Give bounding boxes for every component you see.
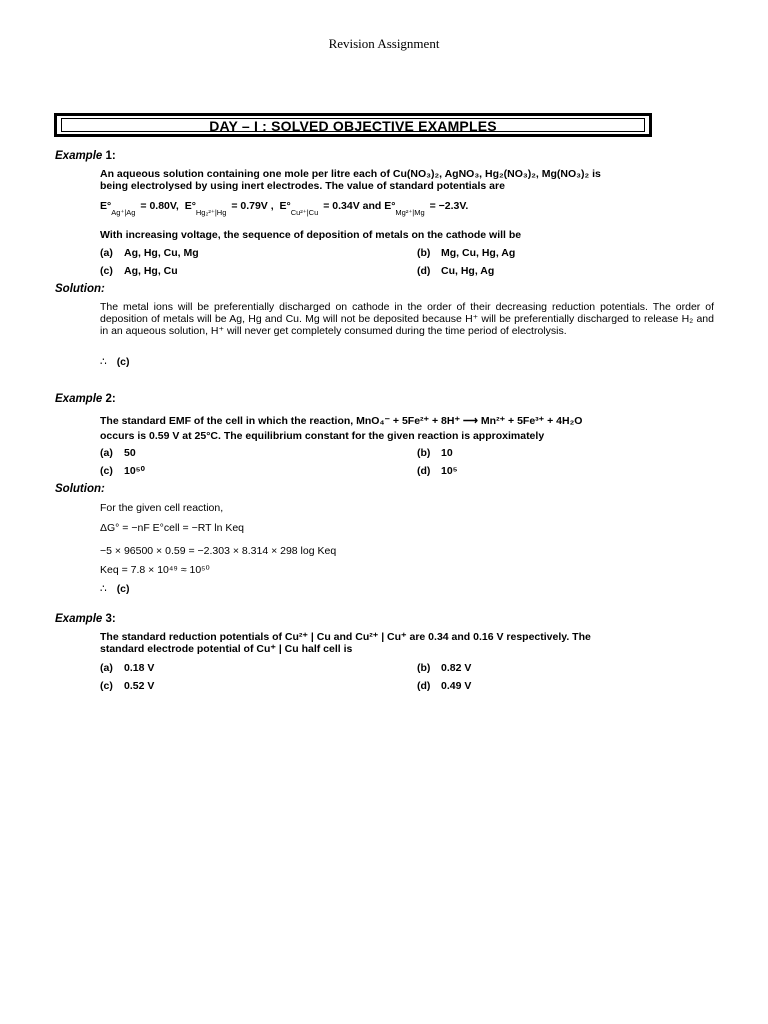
example-3-option-c: (c) 0.52 V bbox=[100, 680, 155, 692]
example-1-answer: ∴ (c) bbox=[100, 356, 130, 368]
example-2-option-c: (c) 10⁵⁰ bbox=[100, 465, 145, 477]
example-1-solution-label: Solution: bbox=[55, 283, 105, 295]
example-2-solution-line3: −5 × 96500 × 0.59 = −2.303 × 8.314 × 298 log Keq bbox=[100, 545, 337, 557]
section-title-box bbox=[54, 113, 652, 137]
example-2-option-b: (b) 10 bbox=[417, 447, 453, 459]
example-1-option-b: (b) Mg, Cu, Hg, Ag bbox=[417, 247, 516, 259]
example-1-option-a: (a) Ag, Hg, Cu, Mg bbox=[100, 247, 199, 259]
example-2-solution-line2: ΔG° = −nF E°cell = −RT ln Keq bbox=[100, 522, 245, 534]
example-1-question: An aqueous solution containing one mole per litre each of Cu(NO₃)₂, AgNO₃, Hg₂(NO₃)₂, Mg(NO₃)₂ is being electrolysed by using inert electrodes. The value of standard potentials are bbox=[100, 168, 601, 192]
example-3-option-a: (a) 0.18 V bbox=[100, 662, 155, 674]
example-1-potentials: $E^\circ_{Ag^+|Ag} = 0.80V$, $E^\circ_{Hg_2^{2+}|Hg} = 0.79V$ , $E^\circ_{Cu^{2+}|Cu} = 0.34V$ and $E^\circ_{Mg^{2+}|Mg} = -2.3V$. bbox=[100, 200, 469, 217]
example-2-answer: ∴ (c) bbox=[100, 583, 130, 595]
example-2-solution-line1: For the given cell reaction, bbox=[100, 502, 224, 514]
example-1-question-line3: With increasing voltage, the sequence of deposition of metals on the cathode will be bbox=[100, 229, 522, 241]
example-2-question: The standard EMF of the cell in which the reaction, MnO₄⁻ + 5Fe²⁺ + 8H⁺ ⟶ Mn²⁺ + 5Fe³⁺ + 4H₂O occurs is 0.59 V at 25°C. The equilibrium constant for the given reaction is approximately bbox=[100, 415, 583, 442]
example-2-option-d: (d) 10⁵ bbox=[417, 465, 458, 477]
example-2-solution-label: Solution: bbox=[55, 483, 105, 495]
example-1-solution-text: The metal ions will be preferentially discharged on cathode in the order of their decreasing reduction potentials. The order of deposition of metals will be Ag, Hg and Cu. Mg will not be deposited because H⁺ will be preferentially discharged to release H₂ and in an aqueous solution, H⁺ will never get completely consumed during the time period of electrolysis. bbox=[100, 301, 714, 337]
example-3-label: Example 3: bbox=[55, 613, 116, 625]
example-2-option-a: (a) 50 bbox=[100, 447, 136, 459]
section-title: DAY – I : SOLVED OBJECTIVE EXAMPLES bbox=[209, 118, 497, 134]
example-3-option-b: (b) 0.82 V bbox=[417, 662, 472, 674]
example-3-option-d: (d) 0.49 V bbox=[417, 680, 472, 692]
example-2-label: Example 2: bbox=[55, 393, 116, 405]
example-3-question: The standard reduction potentials of Cu²⁺ | Cu and Cu²⁺ | Cu⁺ are 0.34 and 0.16 V respectively. The standard electrode potential of Cu⁺ | Cu half cell is bbox=[100, 631, 591, 655]
example-1-option-d: (d) Cu, Hg, Ag bbox=[417, 265, 495, 277]
example-1-option-c: (c) Ag, Hg, Cu bbox=[100, 265, 178, 277]
example-2-solution-line4: Keq = 7.8 × 10⁴⁹ ≈ 10⁵⁰ bbox=[100, 564, 210, 576]
example-1-label: Example 1: bbox=[55, 150, 116, 162]
page-header: Revision Assignment bbox=[328, 36, 440, 51]
